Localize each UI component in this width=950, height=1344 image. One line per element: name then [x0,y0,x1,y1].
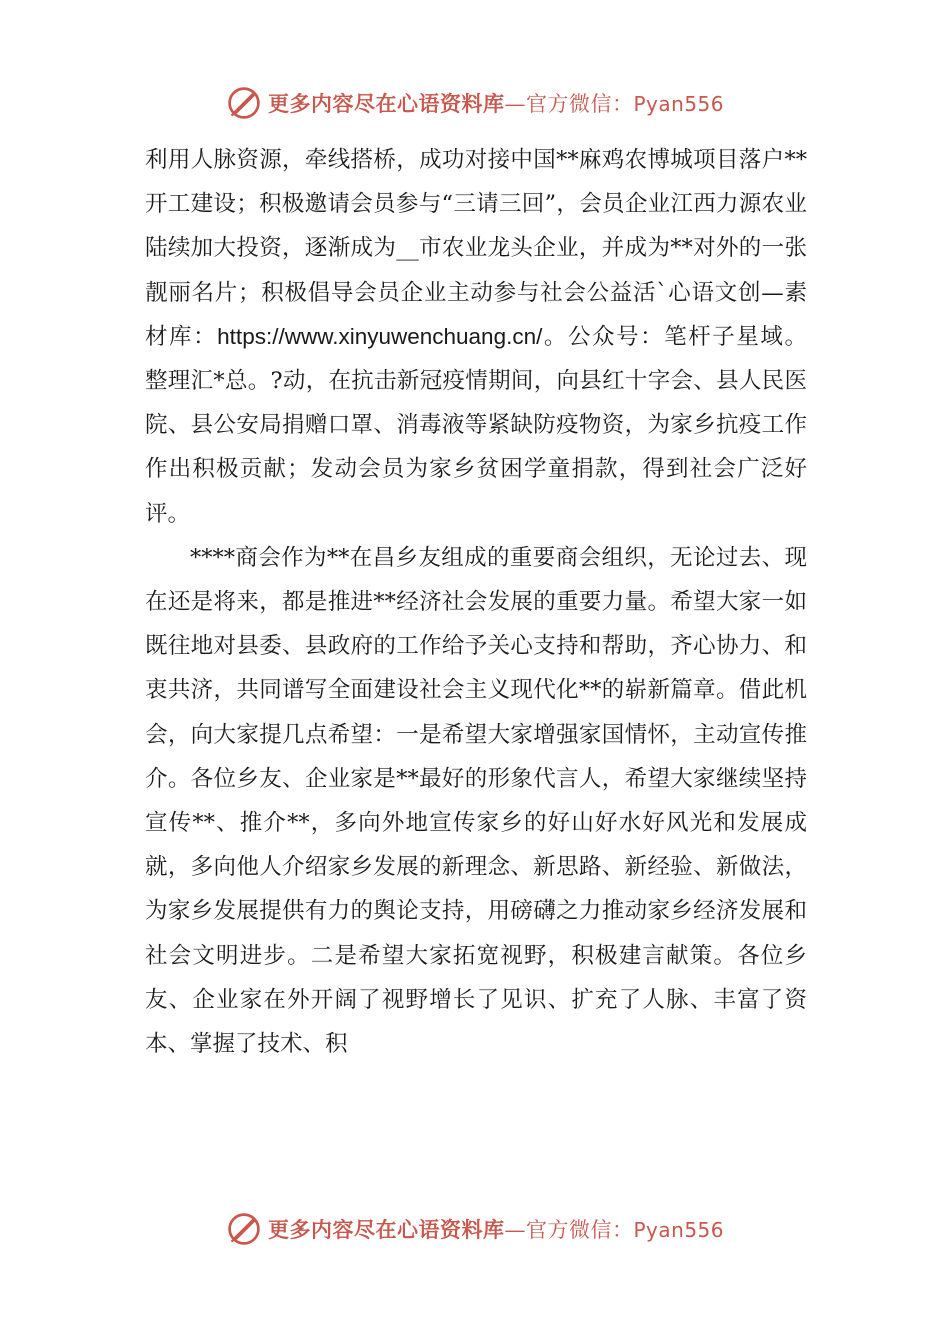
library-url-link[interactable]: https://www.xinyuwenchuang.cn/ [217,323,543,349]
banner-wechat-label: —官方微信： [504,92,634,116]
banner-main-text: 更多内容尽在心语资料库 [267,91,505,116]
header-watermark-banner [0,80,950,126]
paragraph-2: ****商会作为**在昌乡友组成的重要商会组织，无论过去、现在还是将来，都是推进**经济社会发展的重要力量。希望大家一如既往地对县委、县政府的工作给予关心支持和帮助，齐心协力、和衷共济，共同谱写全面建设社会主义现代化**的崭新篇章。借此机会，向大家提几点希望：一是希望大家增强家国情怀，主动宣传推介。各位乡友、企业家是**最好的形象代言人，希望大家继续坚持宣传**、推介**，多向外地宣传家乡的好山好水好风光和发展成就，多向他人介绍家乡发展的新理念、新思路、新经验、新做法，为家乡发展提供有力的舆论支持，用磅礴之力推动家乡经济发展和社会文明进步。二是希望大家拓宽视野，积极建言献策。各位乡友、企业家在外开阔了视野增长了见识、扩充了人脉、丰富了资本、掌握了技术、积 [145,544,807,1058]
footer-watermark-banner [0,1206,950,1252]
paragraph-1 [145,138,807,536]
footer-watermark-text [268,1214,724,1244]
paragraph-1-text-a: 利用人脉资源，牵线搭桥，成功对接中国**麻鸡农博城项目落户**开工建设；积极邀请会员参与“三请三回”，会员企业江西力源农业陆续加大投资，逐渐成为__市农业龙头企业，并成为**对外的一张靓丽名片；积极倡导会员企业主动参与社会公益活`心语文创—素材库： [145,147,807,350]
paragraph-1-text-b: 。公众号：笔杆子星域。整理汇*总。?动，在抗击新冠疫情期间，向县红十字会、县人民医院、县公安局捐赠口罩、消毒液等紧缺防疫物资，为家乡抗疫工作作出积极贡献；发动会员为家乡贫困学童捐款，得到社会广泛好评。 [145,323,807,527]
banner-wechat-label: —官方微信： [504,1218,634,1242]
quill-logo-icon [226,1211,262,1247]
header-watermark-text [268,88,724,118]
banner-wechat-id: Pyan556 [633,92,724,116]
banner-main-text: 更多内容尽在心语资料库 [267,1217,505,1242]
quill-logo-icon [226,85,262,121]
banner-wechat-id: Pyan556 [633,1218,724,1242]
document-body [145,138,807,1066]
